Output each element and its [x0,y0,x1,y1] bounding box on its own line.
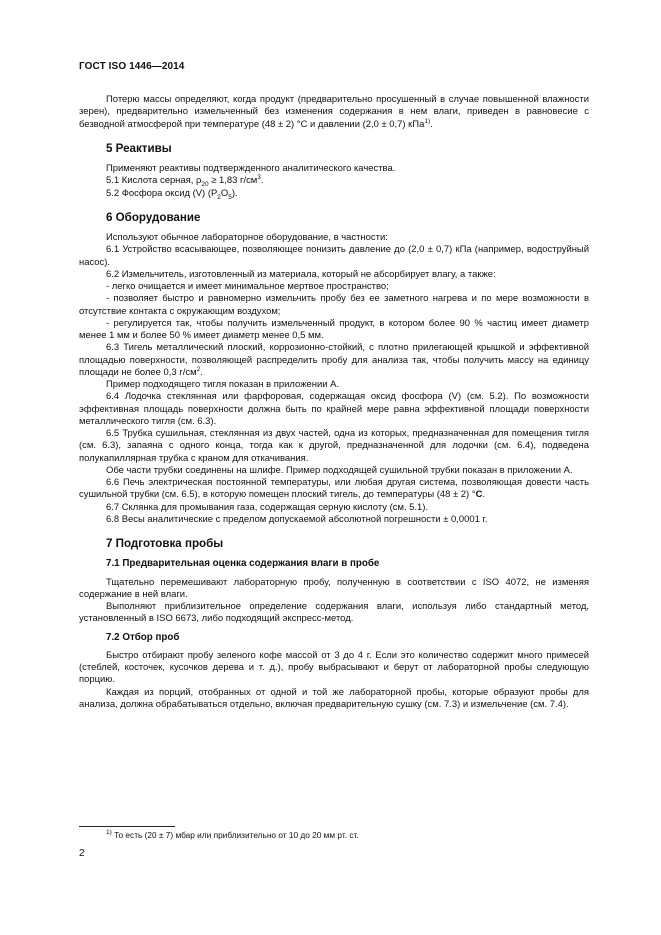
footnote-divider [79,826,175,827]
document-header: ГОСТ ISO 1446—2014 [79,61,185,72]
subsection-7-1-title: 7.1 Предварительная оценка содержания влаги в пробе [106,558,380,570]
s6-paragraph-example: Пример подходящего тигля показан в приложении А. [106,379,340,390]
s5-paragraph-1: Применяют реактивы подтвержденного аналитического качества. [106,163,396,174]
s6-item-6-1: 6.1 Устройство всасывающее, позволяющее понизить давление до (2,0 ± 0,7) кПа (например, водоструйный насос). [79,244,589,268]
s5-item-5-2: 5.2 Фосфора оксид (V) $(P_2O_5)$. [106,187,238,201]
section-7-title: 7 Подготовка пробы [106,537,224,550]
section-5-title: 5 Реактивы [106,141,172,155]
s6-item-6-6: 6.6 Печь электрическая постоянной температуры, или любая другая система, позволяющая довести часть сушильной трубки (см. 6.5), в которую помещен плоский тигель, до температуры (48 ± 2) °С. [79,477,589,501]
s7-paragraph-3: Быстро отбирают пробу зеленого кофе массой от 3 до 4 г. Если это количество содержит много примесей (стеблей, косточек, кусочков дерева и т. д.), пробу выбрасывают и берут от лабораторной пробы следующую порцию. [79,649,589,686]
s6-item-6-8: 6.8 Весы аналитические с пределом допускаемой абсолютной погрешности ± 0,0001 г. [106,513,488,525]
s6-item-6-5: 6.5 Трубка сушильная, стеклянная из двух частей, одна из которых, предназначенная для помещения тигля (см. 6.3), запаяна с одного конца, тогда как к другой, предназначенной для лодочки (см. 6.4), подведена полукапиллярная трубка с краном для откачивания. [79,428,589,464]
s6-dash-2: - позволяет быстро и равномерно измельчить пробу без ее заметного нагрева и по мере возможности в отсутствие контакта с окружающим воздухом; [79,293,589,317]
section-6-title: 6 Оборудование [106,210,201,224]
s7-paragraph-2: Выполняют приблизительное определение содержания влаги, используя либо стандартный метод, установленный в ISO 6673, либо подходящий экспресс-метод. [79,601,589,625]
s7-paragraph-4: Каждая из порций, отобранных от одной и той же лабораторной пробы, которые образуют пробы для анализа, должна обрабатываться отдельно, включая предварительную сушку (см. 7.3) и измельчение (см. 7.4). [79,686,589,710]
intro-paragraph: Потерю массы определяют, когда продукт (предварительно просушенный в случае повышенной влажности зерен), предварительно измельченный без изменения содержания в нем влаги, приведен в равновесие с безводной атмосферой при температуре (48 ± 2) °С и давлении (2,0 ± 0,7) кПа$^{1)}$. [79,94,589,130]
footnote: $^{1)}$ То есть (20 ± 7) мбар или приблизительно от 10 до 20 мм рт. ст. [106,829,359,840]
subsection-7-2-title: 7.2 Отбор проб [106,631,180,643]
page-number: 2 [79,848,85,859]
s7-paragraph-1: Тщательно перемешивают лабораторную пробу, полученную в соответствии с ISO 4072, не изменяя содержание в ней влаги. [79,576,589,600]
s6-paragraph-tube: Обе части трубки соединены на шлифе. Пример подходящей сушильной трубки показан в приложении А. [106,464,573,476]
s6-item-6-3: 6.3 Тигель металлический плоский, коррозионно-стойкий, с плотно прилегающей крышкой и эффективной площадью поверхности, позволяющей распределить пробу для анализа так, чтобы получить массу на единицу площади не более 0,3 $г/см^2$. [79,342,589,378]
s6-item-6-2: 6.2 Измельчитель, изготовленный из материала, который не абсорбирует влагу, а также: [106,268,496,280]
document-body [79,94,589,711]
s5-item-5-1: 5.1 Кислота серная, $\rho_{20} \ge 1,83$ $г/см^3$. [106,174,264,189]
s6-item-6-7: 6.7 Склянка для промывания газа, содержащая серную кислоту (см. 5.1). [106,501,429,513]
footnote-ref: 1) [424,117,431,125]
s6-dash-3: - регулируется так, чтобы получить измельченный продукт, в котором более 90 % частиц имеет диаметр менее 1 мм и более 50 % имеет диаметр менее 0,5 мм. [79,317,589,341]
s6-paragraph-1: Используют обычное лабораторное оборудование, в частности: [106,232,388,243]
s6-dash-1: - легко очищается и имеет минимальное мертвое пространство; [106,281,389,292]
s6-item-6-4: 6.4 Лодочка стеклянная или фарфоровая, содержащая оксид фосфора (V) (см. 5.2). По возможности эффективная площадь поверхности должна быть по крайней мере равна эффективной площади поверхности металлического тигля (см. 6.3). [79,391,589,427]
